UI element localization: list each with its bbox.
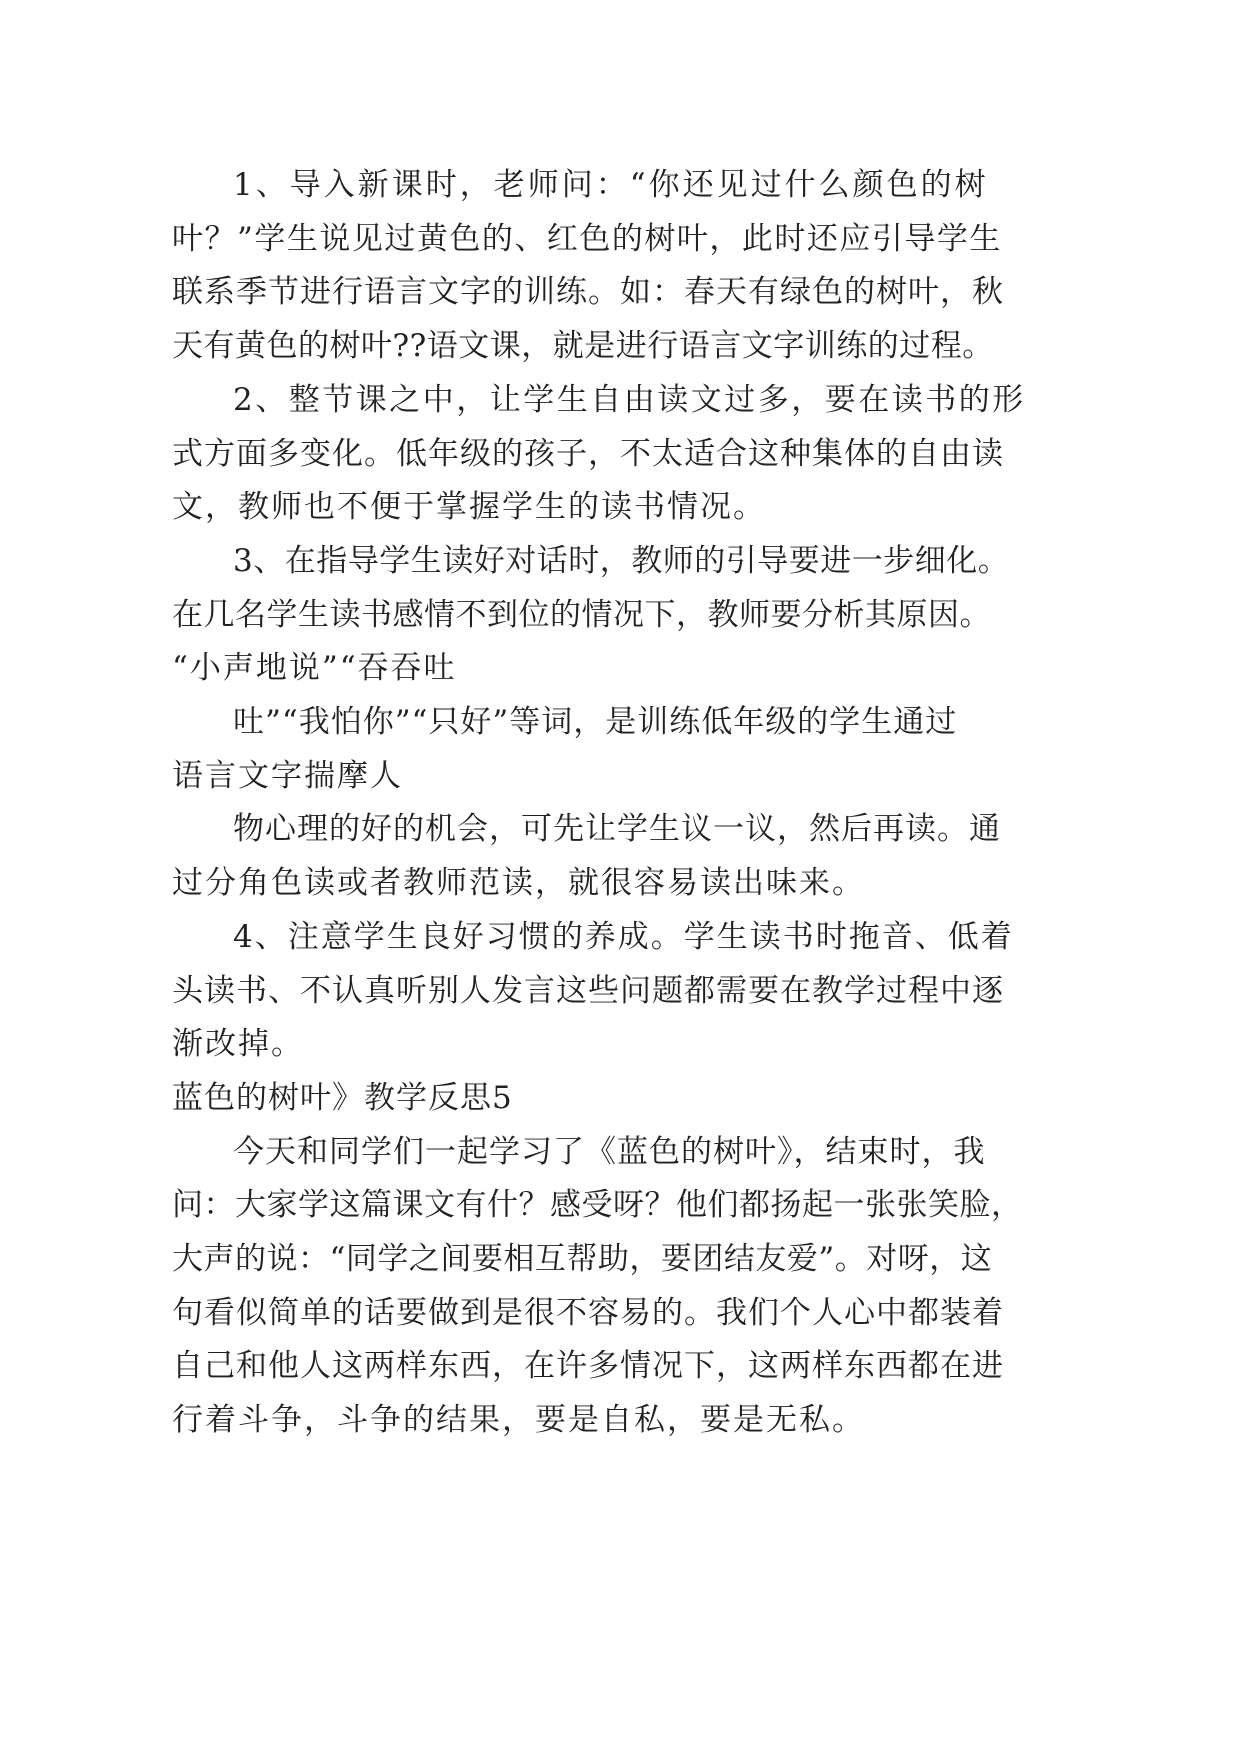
section-heading: 蓝色的树叶》教学反思5 xyxy=(172,1080,513,1116)
text-line: 自己和他人这两样东西，在许多情况下，这两样东西都在进 xyxy=(172,1348,1004,1384)
text-line: 1、导入新课时，老师问：“你还见过什么颜色的树 xyxy=(233,167,989,203)
text-line: 3、在指导学生读好对话时，教师的引导要进一步细化。 xyxy=(233,543,1010,579)
text-line: 文，教师也不便于掌握学生的读书情况。 xyxy=(172,489,766,525)
text-line: 行着斗争，斗争的结果，要是自私，要是无私。 xyxy=(172,1402,865,1438)
text-line: 2、整节课之中，让学生自由读文过多，要在读书的形 xyxy=(233,382,1026,418)
text-line: 式方面多变化。低年级的孩子，不太适合这种集体的自由读 xyxy=(172,436,1004,472)
text-line: “小声地说”“吞吞吐 xyxy=(172,650,457,686)
text-line: 渐改掉。 xyxy=(172,1026,304,1062)
text-line: 在几名学生读书感情不到位的情况下，教师要分析其原因。 xyxy=(172,597,991,633)
text-line: 天有黄色的树叶??语文课，就是进行语言文字训练的过程。 xyxy=(172,328,994,364)
text-line: 语言文字揣摩人 xyxy=(172,758,403,794)
text-line: 叶？”学生说见过黄色的、红色的树叶，此时还应引导学生 xyxy=(172,221,1002,257)
text-line: 吐”“我怕你”“只好”等词，是训练低年级的学生通过 xyxy=(233,704,958,740)
text-line: 问：大家学这篇课文有什？感受呀？他们都扬起一张张笑脸， xyxy=(172,1187,1023,1223)
text-line: 头读书、不认真听别人发言这些问题都需要在教学过程中逐 xyxy=(172,973,1004,1009)
text-line: 联系季节进行语言文字的训练。如：春天有绿色的树叶，秋 xyxy=(172,274,1004,310)
text-line: 句看似简单的话要做到是很不容易的。我们个人心中都装着 xyxy=(172,1295,1004,1331)
text-line: 物心理的好的机会，可先让学生议一议，然后再读。通 xyxy=(233,811,1001,847)
text-line: 4、注意学生良好习惯的养成。学生读书时拖音、低着 xyxy=(233,919,1014,955)
text-line: 大声的说：“同学之间要相互帮助，要团结友爱”。对呀，这 xyxy=(172,1241,993,1277)
text-line: 今天和同学们一起学习了《蓝色的树叶》，结束时，我 xyxy=(233,1134,986,1170)
text-line: 过分角色读或者教师范读，就很容易读出味来。 xyxy=(172,865,865,901)
